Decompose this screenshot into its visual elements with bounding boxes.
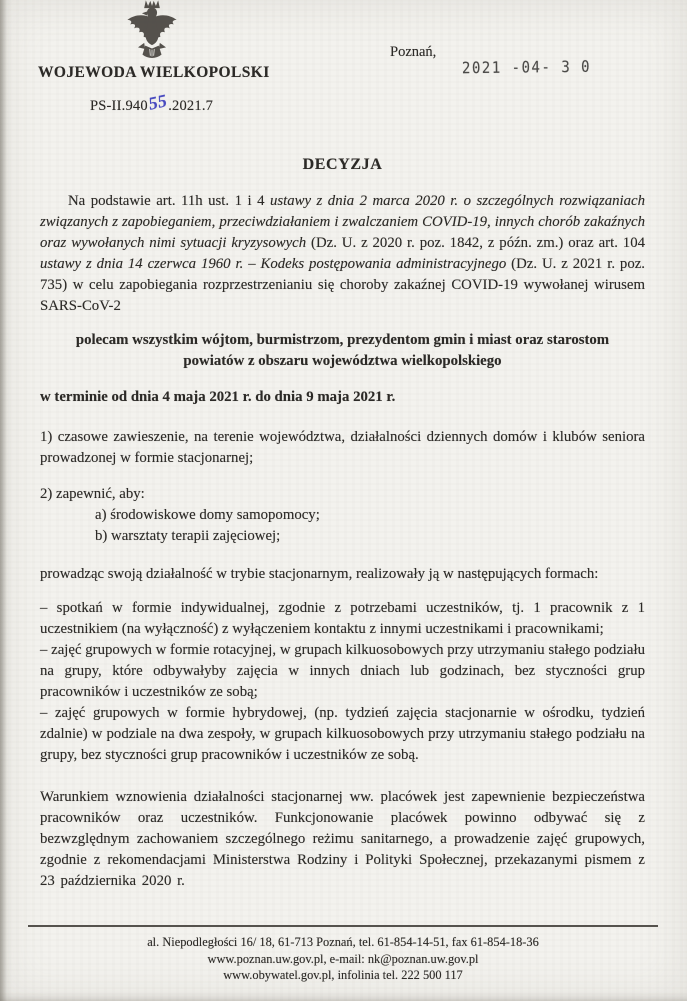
- office-footer: [28, 925, 658, 984]
- reference-suffix: .2021.7: [168, 98, 214, 114]
- legal-basis-segment: ustawy z dnia 14 czerwca 1960 r. – Kodeks postępowania administracyjnego: [40, 256, 507, 272]
- footer-infoline: www.obywatel.gov.pl, infolinia tel. 222 500 117: [223, 968, 463, 982]
- order-subitem-b: b) warsztaty terapii zajęciowej;: [95, 528, 281, 544]
- footer-address-line: al. Niepodległości 16/ 18, 61-713 Poznań, tel. 61-854-14-51, fax 61-854-18-36: [147, 935, 539, 949]
- legal-basis-segment: (Dz. U. z 2021 r. poz. 735) w celu zapobiegania rozprzestrzenianiu się choroby zakaźnej COVID-19 wywołanej wirusem SARS-CoV-2: [40, 256, 645, 314]
- handwritten-case-number: 55: [146, 90, 169, 114]
- legal-basis-segment: Na podstawie art. 11h ust. 1 i 4: [68, 193, 270, 209]
- letterhead: [0, 0, 687, 130]
- forms-list-item: – zajęć grupowych w formie hybrydowej, (np. tydzień zajęcia stacjonarnie w ośrodku, tydzień zdalnie) w podziale na dwa zespoły, w grupach kilkuosobowych przy utrzymaniu stałego podziału na grupy, bez styczności grup pracowników i uczestników ze sobą.: [40, 705, 645, 763]
- order-term: w terminie od dnia 4 maja 2021 r. do dnia 9 maja 2021 r.: [40, 389, 396, 405]
- forms-list-item: – zajęć grupowych w formie rotacyjnej, w grupach kilkuosobowych przy utrzymaniu stałego podziału na grupy, które odbywałyby zajęcia w innych dniach lub godzinach, bez styczności grup pracowników i uczestników ze sobą;: [40, 642, 645, 700]
- order-heading: polecam wszystkim wójtom, burmistrzom, prezydentom gmin i miast oraz starostom powiatów z obszaru województwa wielkopolskiego: [75, 332, 610, 369]
- place-name: Poznań,: [390, 44, 437, 60]
- polish-eagle-coat-of-arms-icon: [124, 0, 180, 62]
- order-subitems: [40, 505, 645, 547]
- reference-number: [90, 90, 214, 115]
- date-stamp: 2021 -04- 3 0: [461, 58, 592, 78]
- order-continuation: prowadząc swoją działalność w trybie stacjonarnym, realizowały ją w następujących formach:: [40, 566, 599, 582]
- order-item-1: 1) czasowe zawieszenie, na terenie województwa, działalności dziennych domów i klubów seniora prowadzonej w formie stacjonarnej;: [40, 429, 645, 466]
- document-title: DECYZJA: [302, 156, 383, 173]
- order-subitem-a: a) środowiskowe domy samopomocy;: [95, 507, 320, 523]
- scan-edge-artifact: [0, 0, 7, 1001]
- order-item-2: 2) zapewnić, aby:: [40, 486, 145, 502]
- reference-prefix: PS-II.940: [90, 98, 148, 114]
- forms-list: [40, 598, 645, 766]
- legal-basis-paragraph: [40, 191, 645, 317]
- closing-paragraph: Warunkiem wznowienia działalności stacjonarnej ww. placówek jest zapewnienie bezpieczeństwa pracowników oraz uczestników. Funkcjonowanie placówek powinno odbywać się z bezwzględnym zachowaniem szczególnego reżimu sanitarnego, a prowadzenie zajęć grupowych, zgodnie z rekomendacjami Ministerstwa Rodziny i Polityki Społecznej, przekazanymi pismem z 23 października 2020 r.: [40, 789, 645, 889]
- legal-basis-segment: ustawy z dnia 2 marca 2020 r. o szczególnych rozwiązaniach związanych z zapobieganiem, przeciwdziałaniem i zwalczaniem COVID-19, innych chorób zakaźnych oraz wywołanych nimi sytuacji kryzysowych: [40, 193, 645, 251]
- legal-basis-segment: (Dz. U. z 2020 r. poz. 1842, z późn. zm.) oraz art. 104: [306, 235, 645, 251]
- document-body: [0, 154, 687, 892]
- footer-contact-line: www.poznan.uw.gov.pl, e-mail: nk@poznan.uw.gov.pl: [207, 951, 479, 966]
- sender-title: WOJEWODA WIELKOPOLSKI: [38, 64, 270, 81]
- forms-list-item: – spotkań w formie indywidualnej, zgodnie z potrzebami uczestników, tj. 1 pracownik z 1 uczestnikiem (na wyłączność) z wyłączeniem kontaktu z innymi uczestnikami i pracownikami;: [40, 600, 645, 637]
